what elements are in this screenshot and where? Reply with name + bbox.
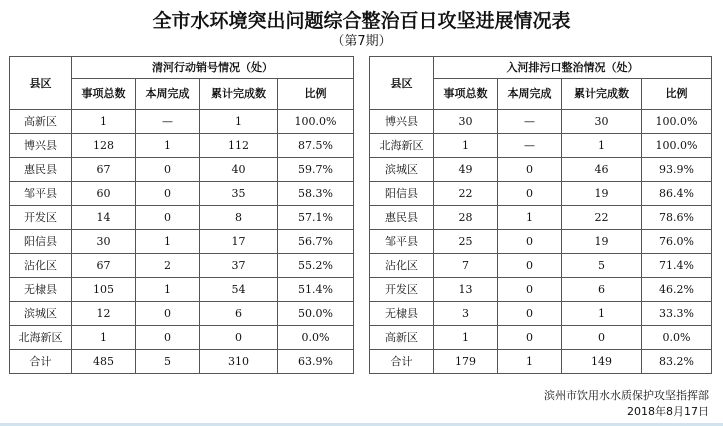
cell-cumulative: 6 [562, 278, 642, 302]
group-title: 清河行动销号情况（处） [72, 57, 354, 79]
cell-week: 1 [136, 230, 200, 254]
table-row [370, 302, 712, 326]
cell-ratio: 55.2% [278, 254, 354, 278]
cell-week: 1 [498, 350, 562, 374]
cell-county: 博兴县 [10, 134, 72, 158]
cell-total: 1 [72, 110, 136, 134]
cell-county: 惠民县 [370, 206, 434, 230]
cell-ratio: 100.0% [642, 134, 712, 158]
col-header-ratio: 比例 [278, 79, 354, 110]
cell-cumulative: 22 [562, 206, 642, 230]
issuing-organization: 滨州市饮用水水质保护攻坚指挥部 [544, 389, 709, 402]
cell-week: — [498, 110, 562, 134]
cell-county: 高新区 [370, 326, 434, 350]
table-row [370, 326, 712, 350]
cell-week: 0 [136, 182, 200, 206]
cell-week: 0 [136, 302, 200, 326]
cell-total: 28 [434, 206, 498, 230]
table-row [10, 254, 354, 278]
cell-county: 阳信县 [10, 230, 72, 254]
table-row [370, 230, 712, 254]
cell-week: — [498, 134, 562, 158]
cell-cumulative: 112 [200, 134, 278, 158]
cell-total: 13 [434, 278, 498, 302]
cell-ratio: 33.3% [642, 302, 712, 326]
cell-total: 485 [72, 350, 136, 374]
cell-total: 30 [434, 110, 498, 134]
cell-week: 0 [498, 302, 562, 326]
cell-week: — [136, 110, 200, 134]
cell-cumulative: 149 [562, 350, 642, 374]
river-cleanup-table [9, 56, 354, 374]
cell-week: 1 [136, 134, 200, 158]
issue-date: 2018年8月17日 [627, 405, 709, 418]
cell-total: 3 [434, 302, 498, 326]
table-row [10, 326, 354, 350]
cell-total: 12 [72, 302, 136, 326]
cell-ratio: 100.0% [278, 110, 354, 134]
cell-week: 0 [136, 158, 200, 182]
cell-county: 合计 [10, 350, 72, 374]
cell-week: 0 [498, 254, 562, 278]
cell-total: 49 [434, 158, 498, 182]
cell-county: 开发区 [370, 278, 434, 302]
county-header: 县区 [370, 57, 434, 110]
cell-ratio: 58.3% [278, 182, 354, 206]
table-row [370, 254, 712, 278]
cell-cumulative: 0 [562, 326, 642, 350]
cell-cumulative: 1 [562, 302, 642, 326]
cell-total: 60 [72, 182, 136, 206]
cell-ratio: 59.7% [278, 158, 354, 182]
cell-ratio: 100.0% [642, 110, 712, 134]
outfall-remediation-table [369, 56, 712, 374]
col-header-week: 本周完成 [136, 79, 200, 110]
col-header-cumulative: 累计完成数 [200, 79, 278, 110]
cell-county: 无棣县 [10, 278, 72, 302]
cell-county: 惠民县 [10, 158, 72, 182]
table-row [370, 350, 712, 374]
cell-total: 14 [72, 206, 136, 230]
table-row [10, 134, 354, 158]
cell-ratio: 87.5% [278, 134, 354, 158]
cell-week: 0 [136, 326, 200, 350]
cell-cumulative: 19 [562, 182, 642, 206]
cell-total: 179 [434, 350, 498, 374]
cell-total: 105 [72, 278, 136, 302]
cell-total: 1 [72, 326, 136, 350]
cell-week: 5 [136, 350, 200, 374]
col-header-total: 事项总数 [434, 79, 498, 110]
table-row [10, 158, 354, 182]
col-header-week: 本周完成 [498, 79, 562, 110]
cell-cumulative: 0 [200, 326, 278, 350]
cell-county: 合计 [370, 350, 434, 374]
cell-ratio: 57.1% [278, 206, 354, 230]
col-header-cumulative: 累计完成数 [562, 79, 642, 110]
cell-total: 1 [434, 326, 498, 350]
cell-total: 1 [434, 134, 498, 158]
page-title: 全市水环境突出问题综合整治百日攻坚进展情况表 [152, 10, 571, 32]
cell-total: 7 [434, 254, 498, 278]
cell-county: 高新区 [10, 110, 72, 134]
cell-cumulative: 19 [562, 230, 642, 254]
cell-ratio: 93.9% [642, 158, 712, 182]
table-row [10, 278, 354, 302]
table-row [370, 182, 712, 206]
table-body [370, 110, 712, 374]
cell-total: 22 [434, 182, 498, 206]
cell-total: 30 [72, 230, 136, 254]
cell-county: 沾化区 [10, 254, 72, 278]
cell-ratio: 86.4% [642, 182, 712, 206]
cell-cumulative: 1 [200, 110, 278, 134]
cell-county: 北海新区 [370, 134, 434, 158]
cell-county: 沾化区 [370, 254, 434, 278]
cell-cumulative: 40 [200, 158, 278, 182]
cell-county: 邹平县 [10, 182, 72, 206]
cell-total: 25 [434, 230, 498, 254]
cell-week: 0 [498, 326, 562, 350]
table-body [10, 110, 354, 374]
table-row [370, 134, 712, 158]
cell-cumulative: 6 [200, 302, 278, 326]
cell-total: 67 [72, 158, 136, 182]
cell-week: 0 [498, 278, 562, 302]
table-row [370, 158, 712, 182]
cell-county: 博兴县 [370, 110, 434, 134]
cell-cumulative: 17 [200, 230, 278, 254]
cell-week: 2 [136, 254, 200, 278]
cell-ratio: 46.2% [642, 278, 712, 302]
table-row [370, 110, 712, 134]
table-row [10, 110, 354, 134]
cell-total: 67 [72, 254, 136, 278]
table-row [10, 182, 354, 206]
table-row [10, 302, 354, 326]
cell-ratio: 63.9% [278, 350, 354, 374]
col-header-total: 事项总数 [72, 79, 136, 110]
cell-cumulative: 8 [200, 206, 278, 230]
cell-week: 0 [498, 182, 562, 206]
cell-ratio: 51.4% [278, 278, 354, 302]
cell-week: 0 [498, 158, 562, 182]
cell-cumulative: 5 [562, 254, 642, 278]
cell-cumulative: 46 [562, 158, 642, 182]
cell-week: 1 [498, 206, 562, 230]
cell-ratio: 0.0% [278, 326, 354, 350]
col-header-ratio: 比例 [642, 79, 712, 110]
county-header: 县区 [10, 57, 72, 110]
cell-ratio: 50.0% [278, 302, 354, 326]
cell-ratio: 78.6% [642, 206, 712, 230]
cell-cumulative: 1 [562, 134, 642, 158]
cell-cumulative: 54 [200, 278, 278, 302]
cell-county: 阳信县 [370, 182, 434, 206]
cell-ratio: 0.0% [642, 326, 712, 350]
cell-week: 0 [136, 206, 200, 230]
cell-cumulative: 35 [200, 182, 278, 206]
cell-county: 北海新区 [10, 326, 72, 350]
cell-week: 1 [136, 278, 200, 302]
table-row [370, 278, 712, 302]
cell-cumulative: 37 [200, 254, 278, 278]
cell-cumulative: 30 [562, 110, 642, 134]
cell-ratio: 56.7% [278, 230, 354, 254]
table-row [370, 206, 712, 230]
cell-county: 无棣县 [370, 302, 434, 326]
cell-county: 滨城区 [10, 302, 72, 326]
issue-number: （第7期） [331, 34, 392, 49]
table-row [10, 230, 354, 254]
cell-total: 128 [72, 134, 136, 158]
cell-ratio: 83.2% [642, 350, 712, 374]
cell-cumulative: 310 [200, 350, 278, 374]
group-title: 入河排污口整治情况（处） [434, 57, 712, 79]
table-row [10, 206, 354, 230]
cell-ratio: 71.4% [642, 254, 712, 278]
table-row [10, 350, 354, 374]
cell-ratio: 76.0% [642, 230, 712, 254]
cell-county: 邹平县 [370, 230, 434, 254]
cell-county: 滨城区 [370, 158, 434, 182]
cell-week: 0 [498, 230, 562, 254]
cell-county: 开发区 [10, 206, 72, 230]
